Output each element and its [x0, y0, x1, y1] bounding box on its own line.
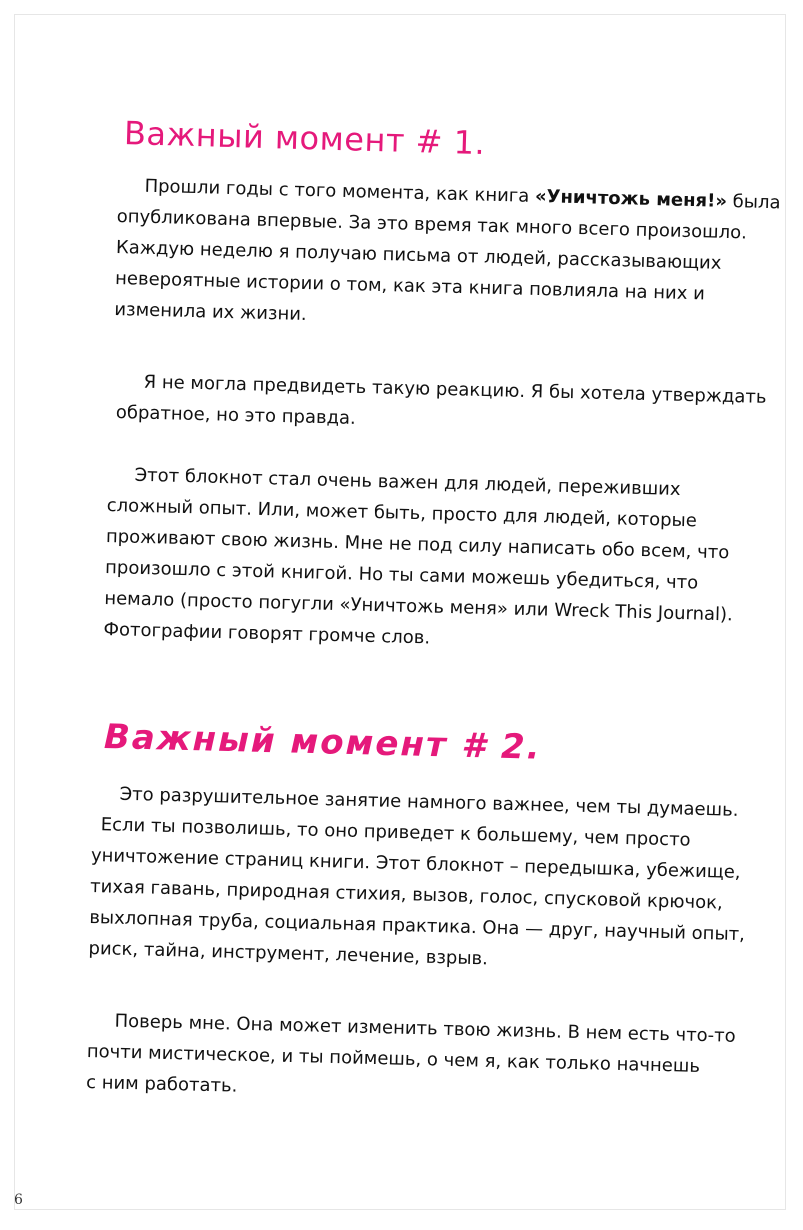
text-line: почти мистическое, и ты поймешь, о чем я, как только начнешь [86, 1040, 701, 1077]
paragraph-intro [114, 170, 781, 342]
text-line: опубликована впервые. За это время так много всего произошло. [116, 205, 748, 244]
paragraph-destruction [88, 778, 748, 981]
text-line: с ним работать. [85, 1071, 238, 1097]
text-line: тихая гавань, природная стихия, вызов, голос, спусковой крючок, [89, 875, 724, 914]
text-line: проживают свою жизнь. Мне не под силу написать обо всем, что [105, 525, 730, 564]
text-line: сложный опыт. Или, может быть, просто для людей, которые [106, 494, 698, 532]
text-line: немало (просто погугли «Уничтожь меня» или Wreck This Journal). [104, 587, 734, 626]
page-number: 6 [14, 1192, 23, 1208]
paragraph-believe [86, 1005, 736, 1114]
text-line: изменила их жизни. [114, 298, 307, 325]
text-fragment: Этот блокнот стал очень важен для людей, переживших [134, 464, 681, 500]
book-title: «Уничтожь меня!» [534, 185, 728, 212]
text-line: Фотографии говорят громче слов. [103, 618, 431, 649]
text-fragment: Это разрушительное занятие намного важнее, чем ты думаешь. [119, 783, 739, 821]
text-line: произошло с этой книгой. Но ты сами можешь убедиться, что [104, 556, 699, 594]
section-heading-1: Важный момент # 1. [123, 114, 486, 163]
text-fragment: Если ты позволишь, то оно приведет к большему, чем просто [100, 814, 691, 851]
text-line: риск, тайна, инструмент, лечение, взрыв. [88, 937, 489, 970]
text-line: уничтожение страниц книги. Этот блокнот – передышка, убежище, [90, 844, 741, 883]
text-line: невероятные истории о том, как эта книга повлияла на них и [114, 267, 706, 305]
paragraph-importance [103, 459, 736, 661]
text-fragment: Прошли годы с того момента, как книга [144, 175, 536, 207]
text-fragment: была [726, 190, 781, 214]
text-fragment: Я не могла предвидеть такую реакцию. Я бы хотела утверждать [143, 371, 767, 408]
text-line: Каждую неделю я получаю письма от людей, рассказывающих [115, 236, 722, 274]
section-heading-2: Важный момент # 2. [103, 717, 543, 768]
text-line: обратное, но это правда. [115, 401, 357, 429]
text-line: выхлопная труба, социальная практика. Она — друг, научный опыт, [89, 906, 746, 946]
text-fragment: Поверь мне. Она может изменить твою жизнь. В нем есть что-то [114, 1010, 736, 1047]
